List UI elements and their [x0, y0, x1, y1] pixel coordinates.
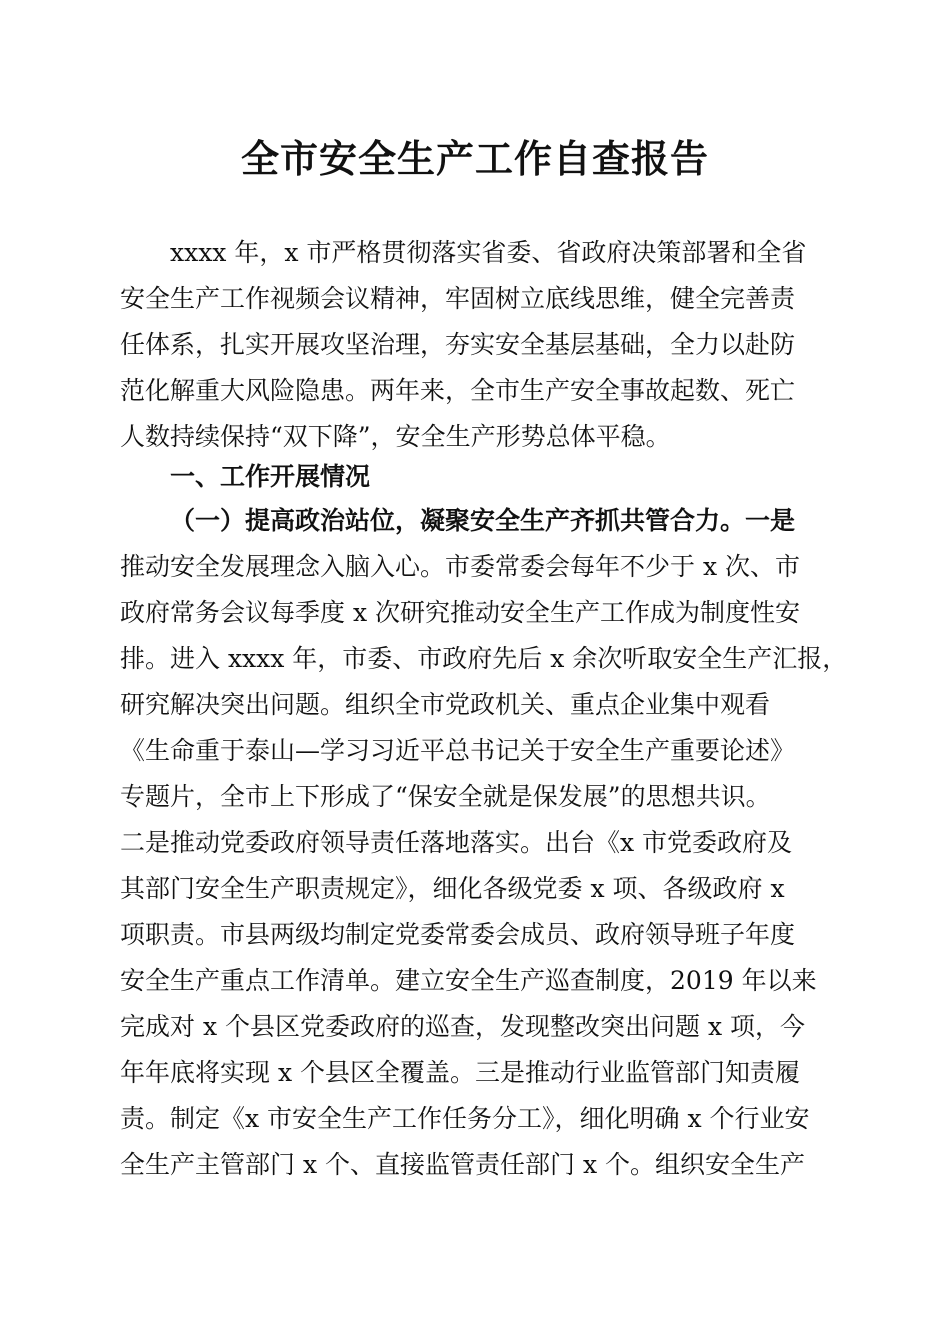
- paragraph-line: 其部门安全生产职责规定》，细化各级党委 x 项、各级政府 x: [120, 874, 785, 903]
- paragraph-line: 研究解决突出问题。组织全市党政机关、重点企业集中观看: [120, 690, 771, 719]
- paragraph-line: 项职责。市县两级均制定党委常委会成员、政府领导班子年度: [120, 920, 796, 949]
- paragraph-line: 政府常务会议每季度 x 次研究推动安全生产工作成为制度性安: [120, 598, 800, 627]
- paragraph-line: 范化解重大风险隐患。两年来，全市生产安全事故起数、死亡: [120, 376, 796, 405]
- paragraph-line: 推动安全发展理念入脑入心。市委常委会每年不少于 x 次、市: [120, 552, 800, 581]
- paragraph-line: 全生产主管部门 x 个、直接监管责任部门 x 个。组织安全生产: [120, 1150, 805, 1179]
- paragraph-line: 年年底将实现 x 个县区全覆盖。三是推动行业监管部门知责履: [120, 1058, 800, 1087]
- document-title: 全市安全生产工作自查报告: [240, 137, 709, 181]
- paragraph-line: 专题片，全市上下形成了“保安全就是保发展”的思想共识。: [120, 782, 771, 811]
- paragraph-line: 安全生产重点工作清单。建立安全生产巡查制度，2019 年以来: [120, 966, 817, 995]
- paragraph-line: xxxx 年，x 市严格贯彻落实省委、省政府决策部署和全省: [170, 238, 807, 267]
- paragraph-line: 《生命重于泰山—学习习近平总书记关于安全生产重要论述》: [120, 736, 796, 765]
- paragraph-line: 完成对 x 个县区党委政府的巡查，发现整改突出问题 x 项，今: [120, 1012, 805, 1041]
- paragraph-line: 二是推动党委政府领导责任落地落实。出台《x 市党委政府及: [120, 828, 793, 857]
- paragraph-line: 人数持续保持“双下降”，安全生产形势总体平稳。: [120, 422, 671, 451]
- paragraph-line: 任体系，扎实开展攻坚治理，夯实安全基层基础，全力以赴防: [120, 330, 796, 359]
- paragraph-line: 责。制定《x 市安全生产工作任务分工》，细化明确 x 个行业安: [120, 1104, 810, 1133]
- paragraph-line: 排。进入 xxxx 年，市委、市政府先后 x 余次听取安全生产汇报，: [120, 644, 848, 673]
- paragraph-line: （一）提高政治站位，凝聚安全生产齐抓共管合力。一是: [170, 506, 796, 535]
- paragraph-line: 安全生产工作视频会议精神，牢固树立底线思维，健全完善责: [120, 284, 796, 313]
- section-heading: 一、工作开展情况: [170, 462, 371, 491]
